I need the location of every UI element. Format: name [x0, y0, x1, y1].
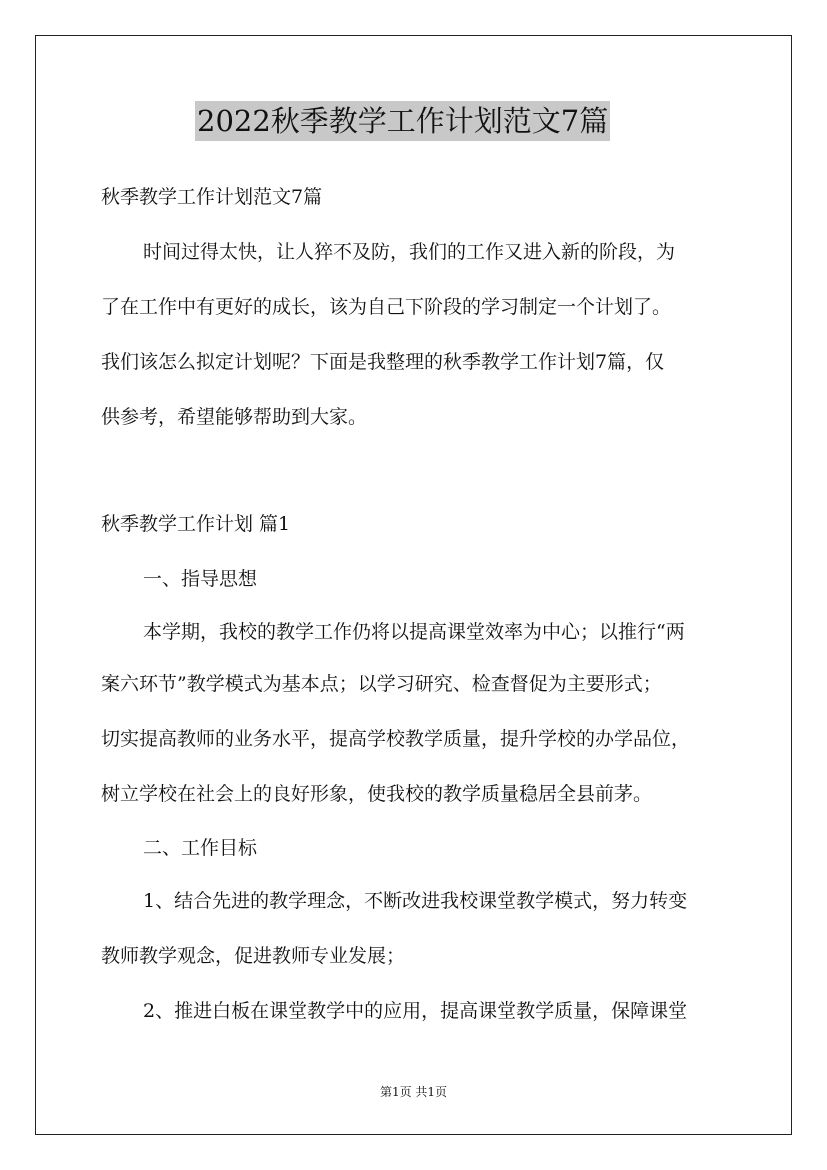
heading-work-goals: 二、工作目标 [143, 837, 258, 859]
para-1-line-3: 切实提高教师的业务水平，提高学校教学质量，提升学校的办学品位， [101, 728, 691, 750]
item-1-line-1: 1、结合先进的教学理念，不断改进我校课堂教学模式，努力转变 [143, 890, 688, 912]
item-1-line-2: 教师教学观念，促进教师专业发展； [101, 945, 406, 967]
heading-guiding-ideology: 一、指导思想 [143, 568, 258, 590]
para-1-line-4: 树立学校在社会上的良好形象，使我校的教学质量稳居全县前茅。 [101, 783, 653, 805]
para-1-line-2: 案六环节”教学模式为基本点；以学习研究、检查督促为主要形式； [101, 673, 662, 695]
item-2-line-1: 2、推进白板在课堂教学中的应用，提高课堂教学质量，保障课堂 [143, 1000, 688, 1022]
subtitle: 秋季教学工作计划范文7篇 [101, 186, 323, 208]
document-title: 2022秋季教学工作计划范文7篇 [195, 101, 610, 141]
intro-line-1: 时间过得太快，让人猝不及防，我们的工作又进入新的阶段，为 [143, 241, 676, 263]
intro-line-2: 了在工作中有更好的成长，该为自己下阶段的学习制定一个计划了。 [101, 296, 672, 318]
para-1-line-1: 本学期，我校的教学工作仍将以提高课堂效率为中心；以推行“两 [143, 621, 685, 643]
section-heading: 秋季教学工作计划 篇1 [101, 513, 291, 535]
page-footer: 第1页 共1页 [379, 1085, 448, 1099]
intro-line-3: 我们该怎么拟定计划呢？下面是我整理的秋季教学工作计划7篇，仅 [101, 351, 665, 373]
intro-line-4: 供参考，希望能够帮助到大家。 [101, 406, 368, 428]
